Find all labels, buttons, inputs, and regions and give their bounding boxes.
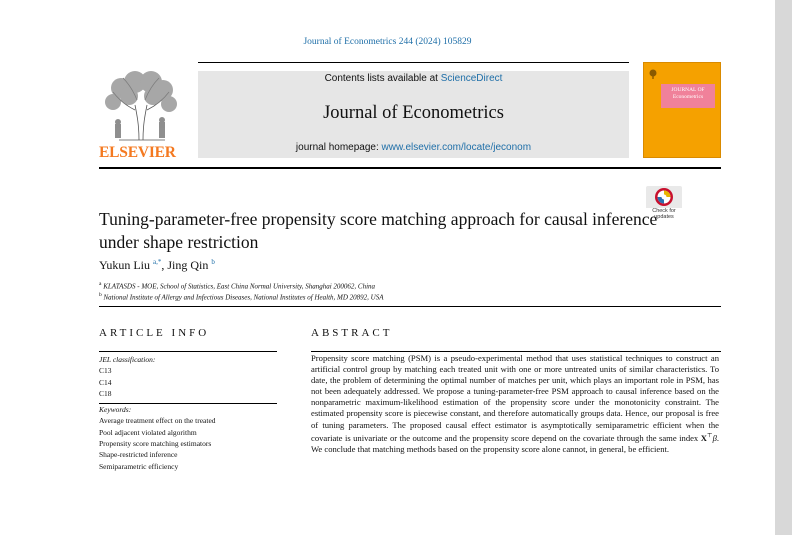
affiliation-b: [99, 292, 383, 301]
journal-cover-thumbnail: [643, 62, 721, 158]
contents-prefix: Contents lists available at: [324, 73, 441, 84]
jel-code: C13: [99, 366, 112, 375]
homepage-link[interactable]: www.elsevier.com/locate/jeconom: [381, 142, 532, 153]
viewer-edge: [775, 0, 792, 535]
affiliation-mark: a: [99, 281, 102, 287]
keyword-item: Pool adjacent violated algorithm: [99, 428, 197, 437]
author-list: [99, 258, 215, 273]
keyword-item: Semiparametric efficiency: [99, 462, 179, 471]
homepage-line: [198, 142, 629, 153]
cover-title: JOURNAL OF Econometrics: [661, 84, 715, 108]
abstract-heading: ABSTRACT: [311, 327, 393, 339]
affiliation-mark: b: [99, 292, 102, 298]
beta-symbol: β: [712, 432, 717, 443]
author-name[interactable]: Yukun Liu: [99, 258, 150, 272]
keyword-item: Propensity score matching estimators: [99, 439, 212, 448]
article-info-rule: [99, 351, 277, 352]
keyword-item: Shape-restricted inference: [99, 450, 178, 459]
header-divider: [99, 167, 721, 169]
keyword-item: Average treatment effect on the treated: [99, 416, 216, 425]
elsevier-wordmark: ELSEVIER: [99, 144, 176, 161]
jel-label: JEL classification:: [99, 355, 156, 364]
article-title: Tuning-parameter-free propensity score matching approach for causal inference under shape restriction: [99, 209, 658, 252]
abstract-text: Propensity score matching (PSM) is a pseudo-experimental method that uses statistical techniques to construct an artificial control group by matching each treated unit with one or more untreated units of similar characteristics. To date, the problem of determining the optimal number of matches per unit, which plays an important role in PSM, has not been adequately addressed. We propose a tuning-parameter-free PSM approach to causal inference based on the nonparametric maximum-likelihood estimation of the propensity score under the monotonicity constraint. The estimated propensity score is piecewise constant, and therefore automatically groups data. Hence, our proposal is free of tuning parameters. The proposed causal effect estimator is asymptotically semiparametric efficient when the covariate is univariate or the outcome and the propensity score depend on the covariate through the same index: [311, 353, 719, 443]
transpose-symbol: ⊤: [706, 432, 713, 439]
abstract-text: . We conclude that matching methods based on the propensity score alone cannot, in general, be efficient.: [311, 432, 719, 454]
journal-masthead: [198, 71, 629, 158]
affiliation-text: KLATASDS - MOE, School of Statistics, East China Normal University, Shanghai 200062, China: [103, 282, 376, 291]
section-divider: [99, 306, 721, 307]
index-symbol-x: X: [700, 432, 707, 443]
author-affiliation-marks[interactable]: b: [211, 258, 215, 266]
masthead-top-rule: [198, 62, 629, 63]
keywords-rule: [99, 403, 277, 404]
check-updates-line1: Check for: [652, 208, 676, 214]
jel-code: C18: [99, 389, 112, 398]
homepage-prefix: journal homepage:: [295, 142, 382, 153]
article-info-heading: ARTICLE INFO: [99, 327, 210, 339]
check-updates-line2: updates: [654, 214, 674, 220]
sciencedirect-link[interactable]: ScienceDirect: [440, 73, 503, 84]
author-affiliation-marks[interactable]: a,*: [153, 258, 162, 266]
author-separator: ,: [161, 258, 168, 272]
keywords-label: Keywords:: [99, 405, 132, 414]
contents-line: [198, 73, 629, 84]
journal-title: Journal of Econometrics: [323, 103, 504, 123]
check-updates-icon: [645, 186, 683, 208]
jel-code: C14: [99, 378, 112, 387]
journal-reference[interactable]: Journal of Econometrics 244 (2024) 105829: [303, 37, 472, 47]
elsevier-mini-logo: [648, 69, 658, 79]
abstract-body: [311, 353, 719, 455]
affiliation-a: [99, 281, 375, 290]
affiliation-text: National Institute of Allergy and Infectious Diseases, National Institutes of Health, MD 20892, USA: [103, 293, 384, 302]
abstract-rule: [311, 351, 721, 352]
author-name[interactable]: Jing Qin: [167, 258, 209, 272]
